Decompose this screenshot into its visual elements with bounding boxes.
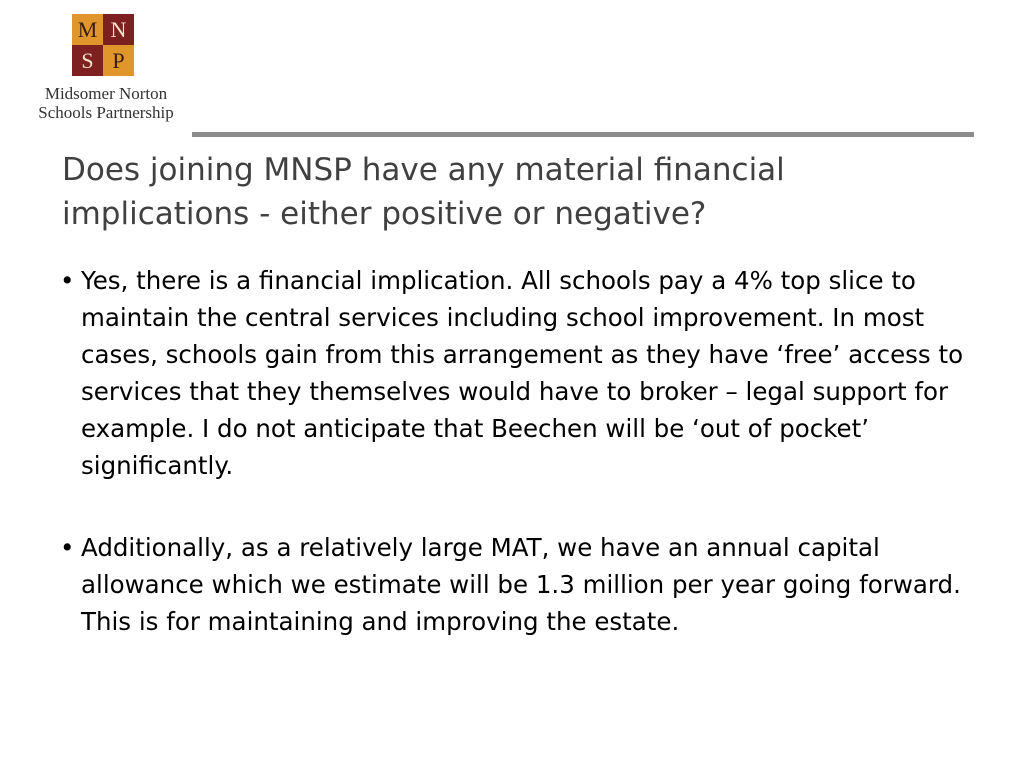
- logo-letter-n: N: [103, 14, 134, 45]
- mnsp-logo: [20, 14, 192, 126]
- bullet-icon: •: [60, 533, 75, 562]
- bullet-text: Additionally, as a relatively large MAT, we have an annual capital allowance which we estimate will be 1.3 million per year going forward. This is for maintaining and improving the estate.: [81, 533, 961, 636]
- logo-letter-grid: [72, 14, 134, 76]
- bullet-icon: •: [60, 266, 75, 295]
- logo-letter-p: P: [103, 45, 134, 76]
- bullet-text: Yes, there is a financial implication. All schools pay a 4% top slice to maintain the central services including school improvement. In most cases, schools gain from this arrangement as they have ‘free’ access to services that they themselves would have to broker – legal support for example. I do not anticipate that Beechen will be ‘out of pocket’ significantly.: [81, 266, 964, 480]
- logo-letter-m: M: [72, 14, 103, 45]
- logo-name-line2: Schools Partnership: [38, 103, 174, 122]
- logo-organization-name: [20, 84, 192, 122]
- bullet-item: [60, 529, 980, 640]
- bullet-list: [60, 262, 980, 640]
- slide-title: Does joining MNSP have any material financial implications - either positive or negative?: [62, 152, 785, 232]
- logo-letter-s: S: [72, 45, 103, 76]
- title-divider: [192, 132, 974, 137]
- logo-name-line1: Midsomer Norton: [44, 84, 168, 103]
- bullet-item: [60, 262, 980, 484]
